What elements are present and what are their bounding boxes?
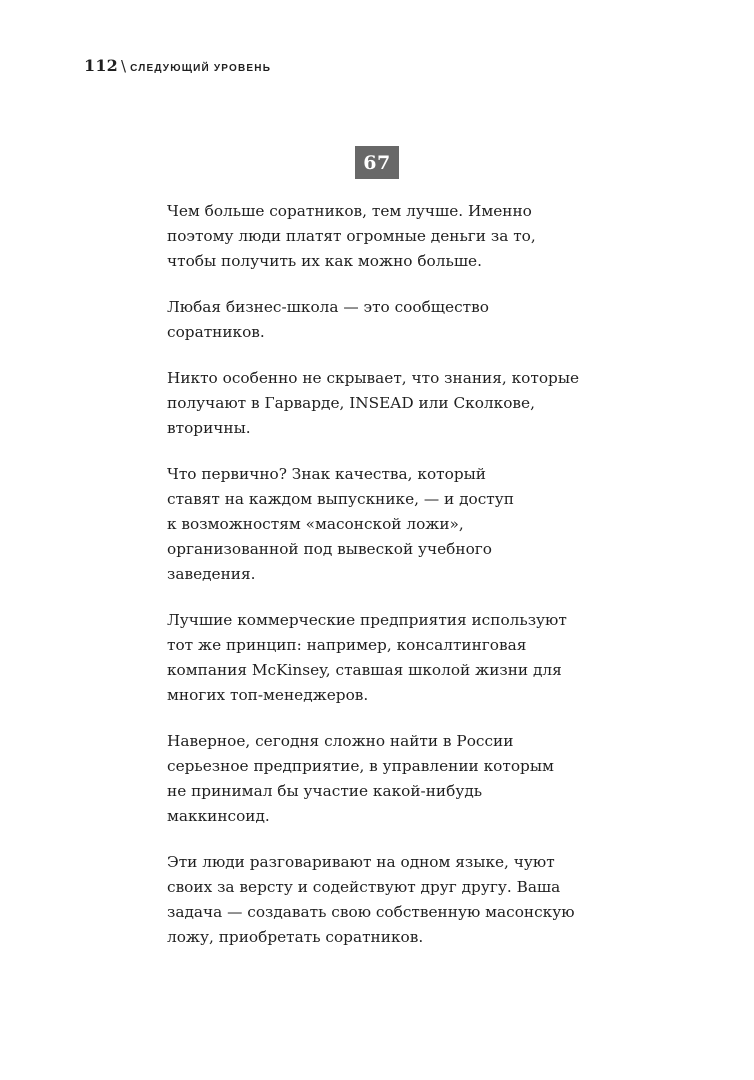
text-line: к возможностям «масонской ложи», xyxy=(167,515,464,533)
text-line: соратников. xyxy=(167,323,265,341)
text-line: задача — создавать свою собственную масонскую xyxy=(167,903,575,921)
text-line: получают в Гарварде, INSEAD или Сколкове, xyxy=(167,394,535,412)
text-line: вторичны. xyxy=(167,419,251,437)
text-line: организованной под вывеской учебного xyxy=(167,540,493,558)
paragraph xyxy=(167,199,597,274)
running-head xyxy=(84,56,271,82)
text-line: Чем больше соратников, тем лучше. Именно xyxy=(167,202,532,220)
paragraph xyxy=(167,366,597,441)
section-title: СЛЕДУЮЩИЙ УРОВЕНЬ xyxy=(130,63,272,74)
header-separator: \ xyxy=(121,57,127,75)
text-line: серьезное предприятие, в управлении которым xyxy=(167,757,554,775)
text-line: маккинсоид. xyxy=(167,807,270,825)
text-line: заведения. xyxy=(167,565,256,583)
text-line: Наверное, сегодня сложно найти в России xyxy=(167,732,514,750)
paragraph xyxy=(167,729,597,829)
body-text xyxy=(167,199,597,971)
text-line: не принимал бы участие какой-нибудь xyxy=(167,782,483,800)
paragraph xyxy=(167,850,597,950)
chapter-number: 67 xyxy=(363,151,391,174)
text-line: Эти люди разговаривают на одном языке, чуют xyxy=(167,853,555,871)
text-line: Никто особенно не скрывает, что знания, которые xyxy=(167,369,580,387)
paragraph xyxy=(167,462,597,587)
text-line: поэтому люди платят огромные деньги за то, xyxy=(167,227,536,245)
text-line: тот же принцип: например, консалтинговая xyxy=(167,636,527,654)
text-line: чтобы получить их как можно больше. xyxy=(167,252,482,270)
text-line: ставят на каждом выпускнике, — и доступ xyxy=(167,490,514,508)
page-number: 112 xyxy=(84,56,118,75)
paragraph xyxy=(167,608,597,708)
text-line: ложу, приобретать соратников. xyxy=(167,928,424,946)
text-line: Лучшие коммерческие предприятия используют xyxy=(167,611,567,629)
text-line: Что первично? Знак качества, который xyxy=(167,465,486,483)
paragraph xyxy=(167,295,597,345)
text-line: компания McKinsey, ставшая школой жизни для xyxy=(167,661,562,679)
chapter-number-badge xyxy=(355,146,399,179)
text-line: многих топ-менеджеров. xyxy=(167,686,369,704)
text-line: своих за версту и содействуют друг другу. Ваша xyxy=(167,878,561,896)
text-line: Любая бизнес-школа — это сообщество xyxy=(167,298,489,316)
